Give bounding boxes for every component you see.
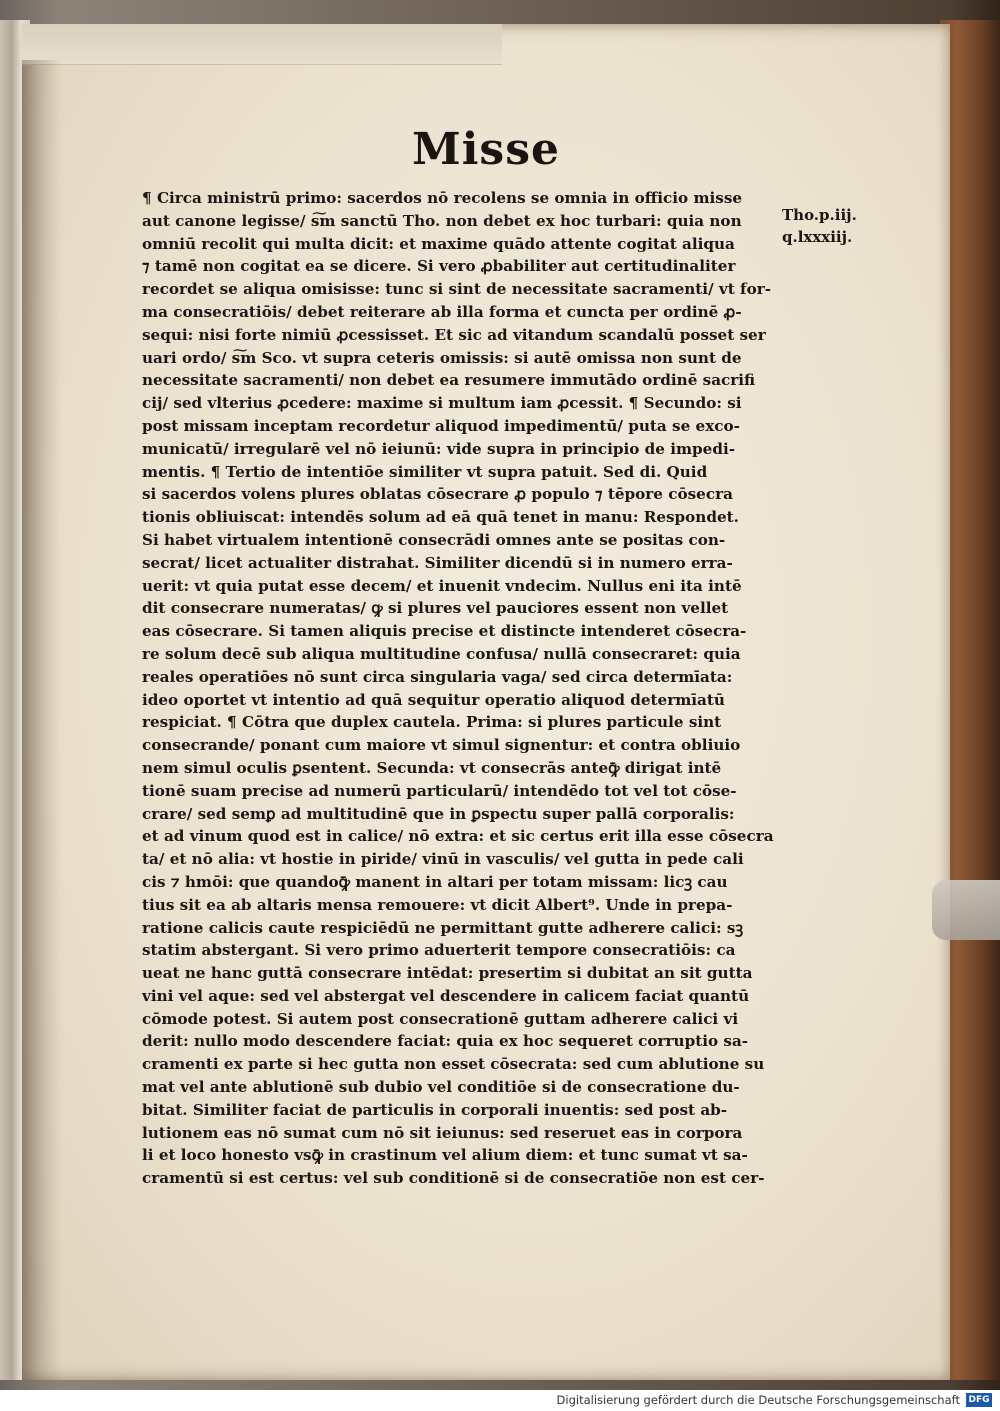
gutter-shadow [22, 60, 62, 1380]
text-line: secrat/ licet actualiter distrahat. Similiter dicendū si in numero erra- [142, 553, 733, 572]
text-line: ma consecratiōis/ debet reiterare ab illa forma et cuncta per ordinē ꝓ- [142, 302, 742, 321]
page-heading: Misse [412, 124, 560, 175]
text-line: bitat. Similiter faciat de particulis in corporali inuentis: sed post ab- [142, 1100, 728, 1119]
text-line: eas cōsecrare. Si tamen aliquis precise et distincte intenderet cōsecra- [142, 622, 747, 641]
text-line: et ad vinum quod est in calice/ nō extra: et sic certus erit illa esse cōsecra [142, 827, 774, 846]
text-line: uari ordo/ s͠m Sco. vt supra ceteris omissis: si autē omissa non sunt de [142, 348, 742, 367]
text-line: dit consecrare numeratas/ ꝙ si plures vel pauciores essent non vellet [142, 599, 729, 618]
text-line: Si habet virtualem intentionē consecrādi omnes ante se positas con- [142, 530, 726, 549]
text-line: crare/ sed semꝑ ad multitudinē que in ꝑspectu super pallā corporalis: [142, 804, 735, 823]
text-line: lutionem eas nō sumat cum nō sit ieiunus: sed reseruet eas in corpora [142, 1123, 743, 1142]
page-top-damage [22, 24, 502, 65]
text-line: ratione calicis caute respiciēdū ne permittant gutte adherere calici: sꝫ [142, 918, 744, 937]
margin-note: q.lxxxiij. [782, 228, 853, 246]
text-line: aut canone legisse/ s͠m sanctū Tho. non debet ex hoc turbari: quia non [142, 211, 742, 230]
page-clip [932, 880, 1000, 940]
dfg-logo-icon[interactable]: DFG [966, 1393, 992, 1407]
text-line: necessitate sacramenti/ non debet ea resumere immutādo ordinē sacrifi [142, 371, 756, 390]
text-line: cramenti ex parte si hec gutta non esset cōsecrata: sed cum ablutione su [142, 1055, 765, 1074]
text-line: statim abstergant. Si vero primo aduerterit tempore consecratiōis: ca [142, 941, 736, 960]
text-line: ¶ Circa ministrū primo: sacerdos nō recolens se omnia in officio misse [142, 189, 743, 207]
text-line: derit: nullo modo descendere faciat: quia ex hoc sequeret corruptio sa- [142, 1032, 749, 1051]
text-line: reales operatiōes nō sunt circa singularia vaga/ sed circa determīata: [142, 667, 733, 686]
text-line: municatū/ irregularē vel nō ieiunū: vide supra in principio de impedi- [142, 439, 736, 458]
text-line: vini vel aque: sed vel abstergat vel descendere in calicem faciat quantū [142, 986, 750, 1005]
text-line: ⁊ tamē non cogitat ea se dicere. Si vero ꝓbabiliter aut certitudinaliter [142, 257, 736, 276]
text-line: post missam inceptam recordetur aliquod impedimentū/ puta se exco- [142, 416, 740, 435]
body-text [142, 187, 782, 1190]
text-line: cramentū si est certus: vel sub conditionē si de consecratiōe non est cer- [142, 1169, 765, 1188]
text-line: tionē suam precise ad numerū particularū/ intendēdo tot vel tot cōse- [142, 781, 737, 800]
text-line: ta/ et nō alia: vt hostie in piride/ vinū in vasculis/ vel gutta in pede cali [142, 850, 744, 869]
text-line: tius sit ea ab altaris mensa remouere: vt dicit Albert⁹. Unde in prepa- [142, 895, 733, 914]
text-line: sequi: nisi forte nimiū ꝓcessisset. Et sic ad vitandum scandalū posset ser [142, 325, 766, 344]
text-line: recordet se aliqua omisisse: tunc si sint de necessitate sacramenti/ vt for- [142, 280, 771, 299]
footer-bar [0, 1390, 1000, 1411]
text-line: re solum decē sub aliqua multitudine confusa/ nullā consecraret: quia [142, 644, 741, 663]
book-page [22, 24, 950, 1380]
text-line: li et loco honesto vsꝙ̄ in crastinum vel alium diem: et tunc sumat vt sa- [142, 1146, 748, 1165]
text-line: omniū recolit qui multa dicit: et maxime quādo attente cogitat aliqua [142, 234, 735, 253]
footer-credit: Digitalisierung gefördert durch die Deutsche Forschungsgemeinschaft [556, 1393, 960, 1407]
text-line: cōmode potest. Si autem post consecrationē guttam adherere calici vi [142, 1009, 739, 1028]
text-line: mat vel ante ablutionē sub dubio vel conditiōe si de consecratione du- [142, 1078, 740, 1097]
text-line: nem simul oculis ꝑsentent. Secunda: vt consecrās anteꝙ̄ dirigat intē [142, 758, 722, 777]
text-line: ideo oportet vt intentio ad quā sequitur operatio aliquod determīatū [142, 690, 725, 709]
margin-note: Tho.p.iij. [782, 206, 857, 224]
text-line: consecrande/ ponant cum maiore vt simul signentur: et contra obliuio [142, 736, 741, 755]
text-line: mentis. ¶ Tertio de intentiōe similiter vt supra patuit. Sed di. Quid [142, 462, 708, 481]
text-line: cis ⁊ hmōi: que quandoꝙ̄ manent in altari per totam missam: licꝫ cau [142, 872, 728, 891]
text-line: ueat ne hanc guttā consecrare intēdat: presertim si dubitat an sit gutta [142, 964, 753, 983]
text-line: si sacerdos volens plures oblatas cōsecrare ꝓ populo ⁊ tēpore cōsecra [142, 485, 733, 504]
text-line: uerit: vt quia putat esse decem/ et inuenit vndecim. Nullus eni ita intē [142, 576, 742, 595]
margin-notes [782, 204, 892, 248]
text-line: respiciat. ¶ Cōtra que duplex cautela. Prima: si plures particule sint [142, 713, 722, 732]
text-line: cij/ sed vlterius ꝓcedere: maxime si multum iam ꝓcessit. ¶ Secundo: si [142, 394, 742, 413]
text-line: tionis obliuiscat: intendēs solum ad eā quā tenet in manu: Respondet. [142, 508, 739, 527]
